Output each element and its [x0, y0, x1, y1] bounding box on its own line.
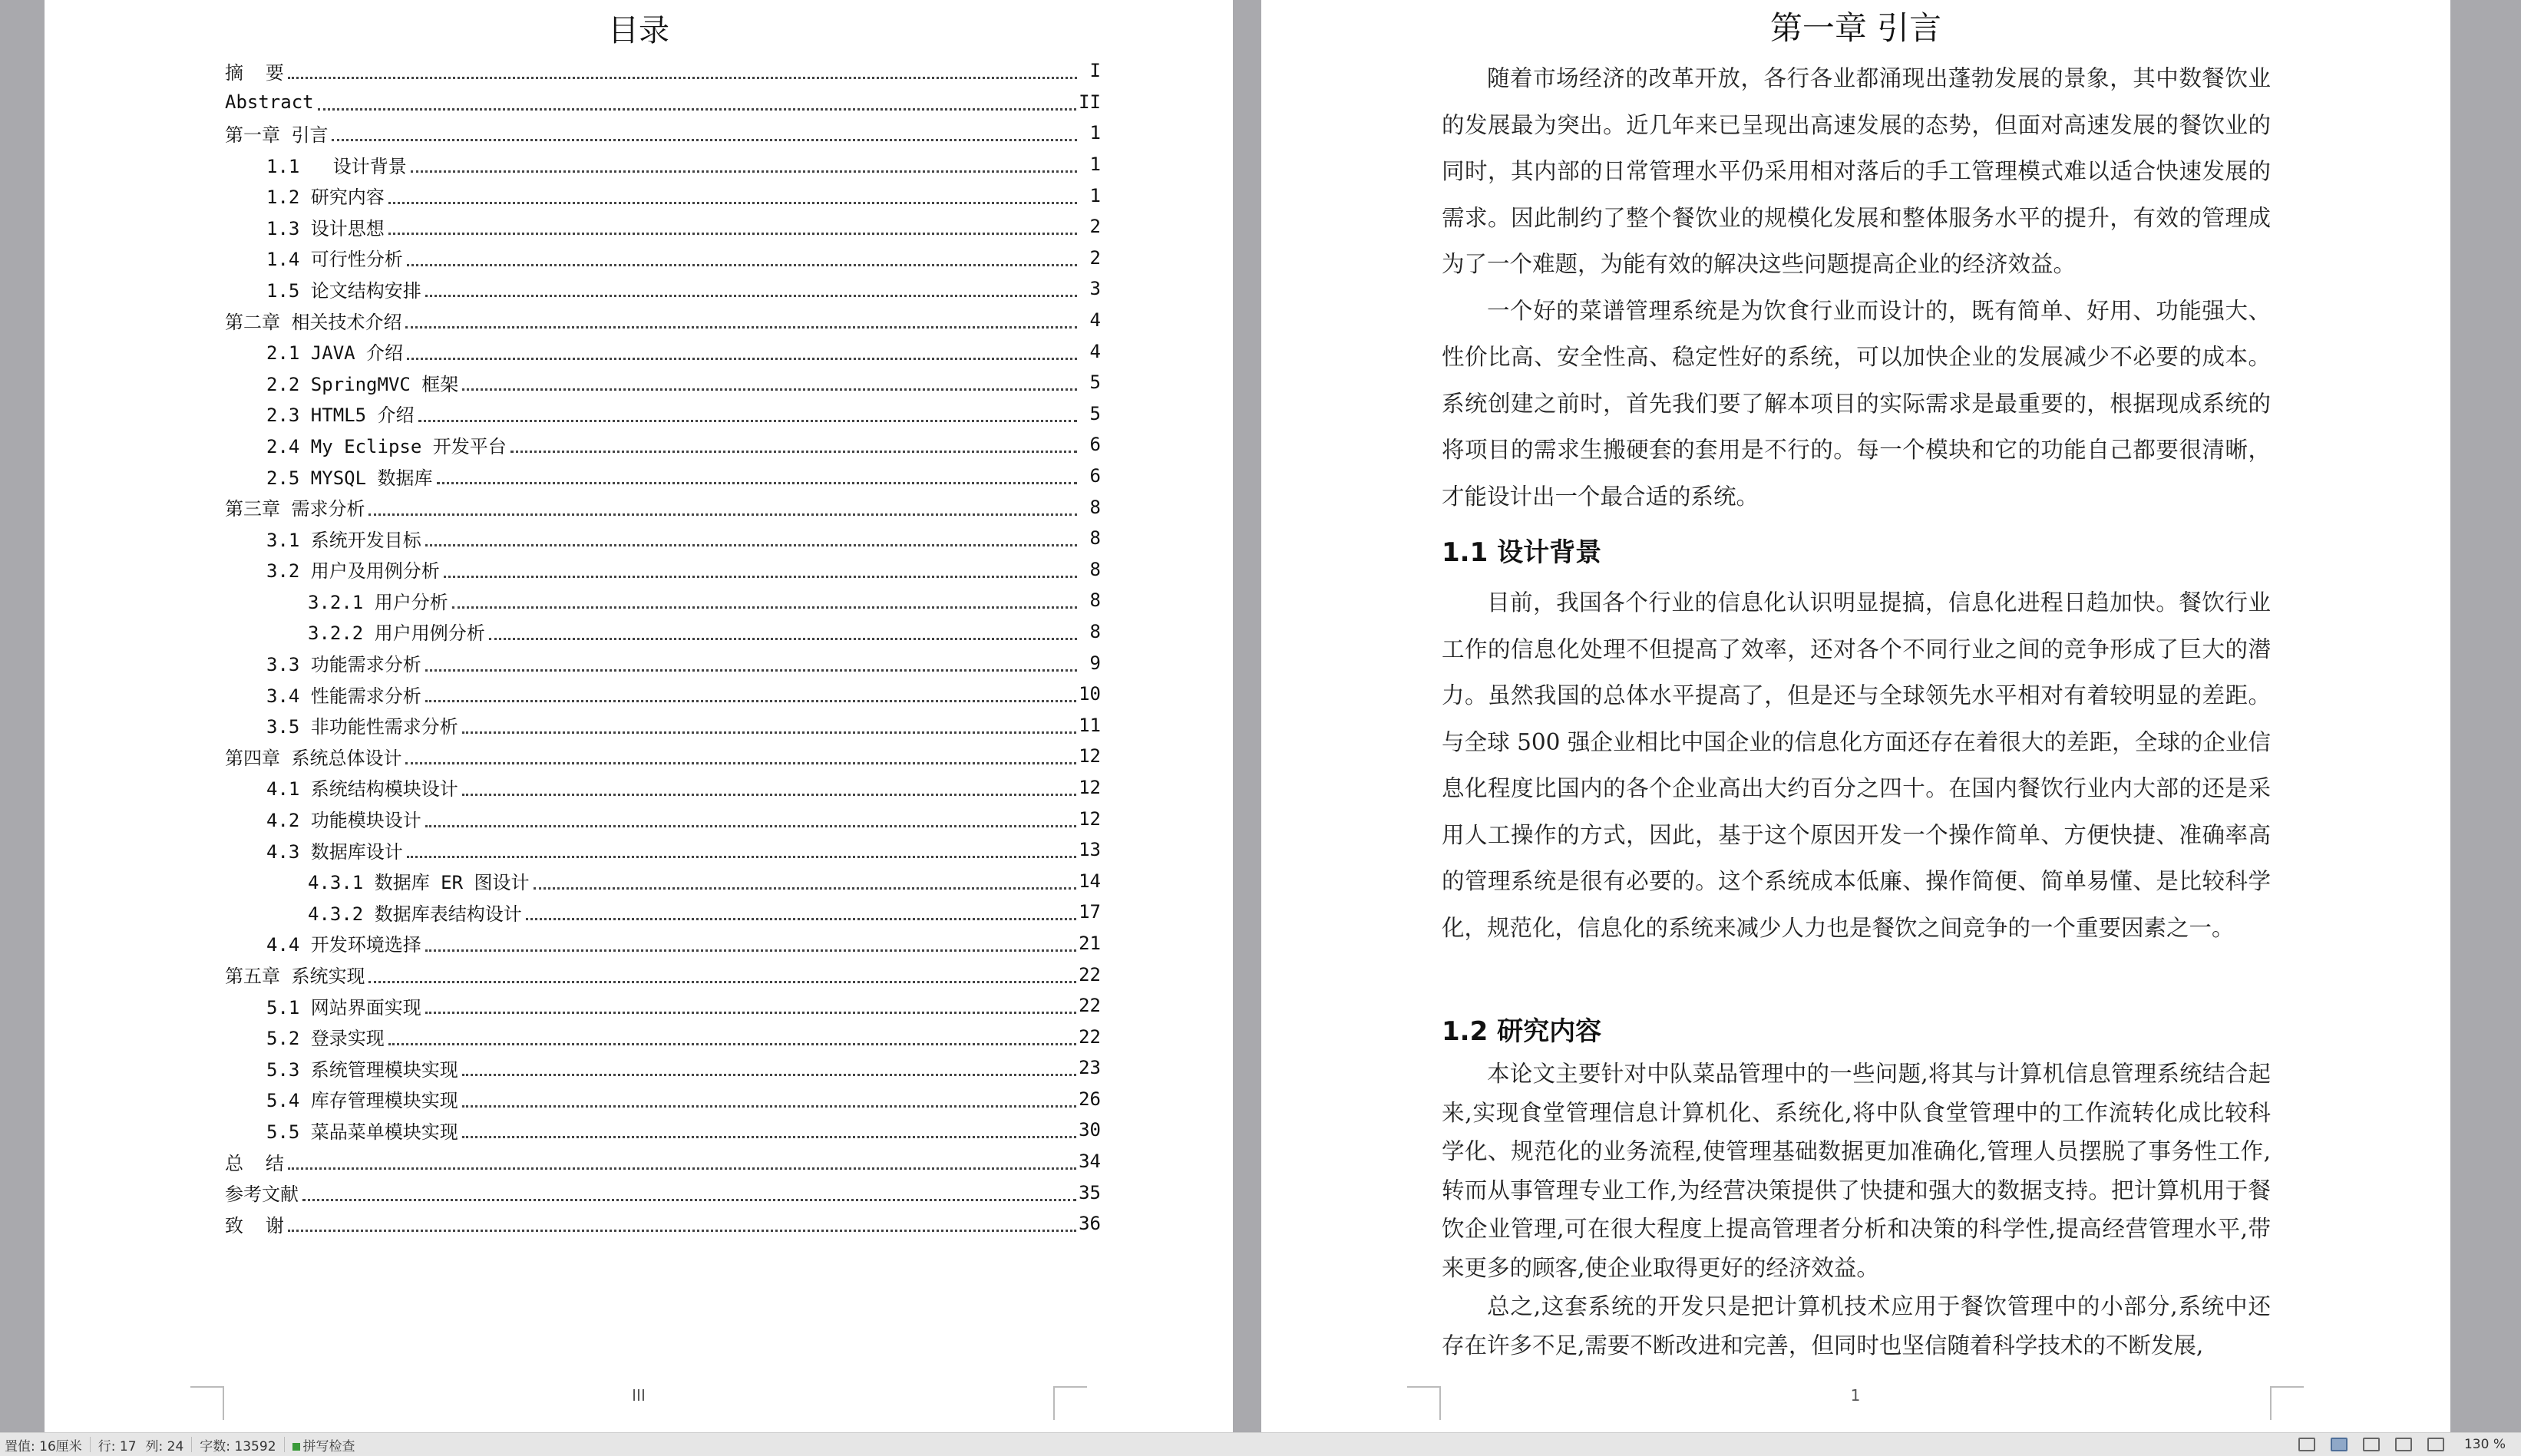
toc-leader-dots [462, 1091, 1076, 1108]
toc-entry[interactable] [225, 273, 1101, 305]
toc-entry-title: 第一章 引言 [225, 120, 329, 147]
chapter-title: 第一章 引言 [1769, 9, 1942, 47]
toc-entry[interactable] [225, 1114, 1101, 1146]
toc-entry[interactable] [225, 1021, 1101, 1052]
toc-entry-title: 2.1 JAVA 介绍 [266, 338, 405, 365]
toc-entry-page: 5 [1079, 371, 1101, 393]
toc-leader-dots [510, 436, 1077, 453]
page-view-icon[interactable] [2331, 1438, 2348, 1451]
toc-entry-page: 1 [1079, 154, 1101, 175]
toc-entry-title: 5.5 菜品菜单模块实现 [266, 1117, 460, 1144]
toc-leader-dots [425, 655, 1077, 672]
toc-entry-title: 3.5 非功能性需求分析 [266, 711, 460, 738]
toc-entry-page: 5 [1079, 403, 1101, 424]
toc-entry-title: Abstract [225, 91, 314, 113]
toc-entry-page: 23 [1079, 1057, 1101, 1079]
toc-entry[interactable] [225, 585, 1101, 616]
toc-entry-title: 5.1 网站界面实现 [266, 992, 423, 1019]
toc-entry-page: 6 [1079, 465, 1101, 487]
paragraph[interactable]: 一个好的菜谱管理系统是为饮食行业而设计的，既有简单、好用、功能强大、性价比高、安全性高、稳定性好的系统，可以加快企业的发展减少不必要的成本。系统创建之前时，首先我们要了解本项目的实际需求是最重要的，根据现成系统的将项目的需求生搬硬套的套用是不行的。每一个模块和它的功能自己都要很清晰，才能设计出一个最合适的系统。 [1442, 297, 2271, 510]
spellcheck-icon [292, 1443, 300, 1451]
page-number: 1 [1850, 1386, 1861, 1405]
toc-leader-dots [318, 94, 1077, 111]
toc-entry[interactable] [225, 1177, 1101, 1208]
toc-entry-title: 3.2.1 用户分析 [308, 587, 450, 614]
toc-leader-dots [288, 1215, 1076, 1232]
toc-entry-title: 1.3 设计思想 [266, 213, 386, 240]
toc-entry-page: 22 [1079, 963, 1101, 986]
divider [90, 1437, 91, 1452]
toc-entry-page: 17 [1079, 901, 1101, 923]
toc-entry-page: 35 [1079, 1181, 1101, 1203]
toc-entry-page: 3 [1079, 278, 1101, 299]
toc-leader-dots [462, 717, 1076, 734]
toc-entry[interactable] [225, 180, 1101, 211]
toc-entry-page: 10 [1079, 683, 1101, 705]
toc-entry-page: 12 [1079, 745, 1101, 768]
crop-mark [2270, 1386, 2304, 1420]
toc-entry-title: 2.3 HTML5 介绍 [266, 400, 416, 427]
section-heading[interactable]: 1.2 研究内容 [1442, 1016, 1602, 1047]
toc-leader-dots [302, 1184, 1076, 1201]
toc-entry-title: 3.2 用户及用例分析 [266, 556, 441, 583]
toc-entry-title: 3.4 性能需求分析 [266, 681, 423, 708]
toc-entry-page: 22 [1079, 1025, 1101, 1048]
toc-entry[interactable] [225, 117, 1101, 149]
spellcheck-label: 拼写检查 [302, 1438, 355, 1454]
toc-entry-title: 4.4 开发环境选择 [266, 929, 423, 956]
toc-leader-dots [462, 374, 1077, 391]
toc-entry[interactable] [225, 896, 1101, 928]
toc-entry[interactable] [225, 398, 1101, 430]
toc-entry-page: 21 [1079, 932, 1101, 954]
toc-entry-page: 11 [1079, 714, 1101, 736]
toc-leader-dots [462, 1059, 1076, 1076]
toc-entry-title: 第二章 相关技术介绍 [225, 307, 403, 334]
toc-entry-page: 8 [1079, 497, 1101, 518]
toc-leader-dots [425, 811, 1076, 827]
toc-entry[interactable] [225, 554, 1101, 586]
toc-title: 目录 [608, 13, 669, 48]
focus-mode-icon[interactable] [2298, 1438, 2315, 1451]
toc-entry-page: 36 [1079, 1213, 1101, 1235]
toc-entry[interactable] [225, 1084, 1101, 1115]
crop-mark [1407, 1386, 1441, 1420]
toc-entry-page: 34 [1079, 1151, 1101, 1173]
toc-entry[interactable] [225, 1146, 1101, 1177]
toc-leader-dots [332, 124, 1077, 141]
toc-entry-title: 5.3 系统管理模块实现 [266, 1055, 460, 1081]
section-1-1 [1442, 526, 2271, 951]
toc-leader-dots [444, 561, 1077, 578]
toc-leader-dots [368, 966, 1076, 983]
toc-entry-page: 22 [1079, 995, 1101, 1017]
toc-entry[interactable] [225, 959, 1101, 990]
toc-entry-page: 1 [1079, 122, 1101, 144]
toc-entry-page: 12 [1079, 776, 1101, 798]
toc-entry-title: 5.4 库存管理模块实现 [266, 1085, 460, 1112]
toc-entry-title: 4.1 系统结构模块设计 [266, 774, 460, 801]
toc-entry-page: 26 [1079, 1088, 1101, 1110]
toc-entry[interactable] [225, 709, 1101, 741]
toc-entry[interactable] [225, 803, 1101, 834]
toc-entry-page: 13 [1079, 839, 1101, 861]
toc-entry[interactable] [225, 429, 1101, 461]
toc-leader-dots [425, 997, 1076, 1014]
toc-entry[interactable] [225, 149, 1101, 180]
toc-entry-title: 致 谢 [225, 1210, 286, 1237]
toc-entry[interactable] [225, 865, 1101, 896]
toc-entry[interactable] [225, 305, 1101, 336]
toc-leader-dots [425, 530, 1077, 546]
toc-entry-title: 1.2 研究内容 [266, 182, 386, 209]
chapter-page [1261, 0, 2450, 1432]
toc-leader-dots [288, 62, 1077, 79]
toc-entry[interactable] [225, 55, 1101, 87]
toc-entry[interactable] [225, 243, 1101, 274]
paragraph[interactable]: 目前，我国各个行业的信息化认识明显提搞，信息化进程日趋加快。餐饮行业工作的信息化处理不但提高了效率，还对各个不同行业之间的竞争形成了巨大的潜力。虽然我国的总体水平提高了，但是还与全球领先水平相对有着较明显的差距。与全球 500 强企业相比中国企业的信息化方面还存在着很大的差距，全球的企业信息化程度比国内的各个企业高出大约百分之四十。在国内餐饮行业内大部的还是采用人工操作的方式，因此，基于这个原因开发一个操作简单、方便快捷、准确率高的管理系统是很有必要的。这个系统成本低廉、操作简便、简单易懂、是比较科学化，规范化，信息化的系统来减少人力也是餐饮之间竞争的一个重要因素之一。 [1442, 589, 2271, 941]
paragraph[interactable]: 本论文主要针对中队菜品管理中的一些问题,将其与计算机信息管理系统结合起来,实现食堂管理信息计算机化、系统化,将中队食堂管理中的工作流转化成比较科学化、规范化的业务流程,使管理基础数据更加准确化,管理人员摆脱了事务性工作,转而从事管理专业工作,为经营决策提供了快捷和强大的数据支持。把计算机用于餐饮企业管理,可在很大程度上提高管理者分析和决策的科学性,提高经营管理水平,带来更多的顾客,使企业取得更好的经济效益。 [1442, 1061, 2271, 1281]
toc-leader-dots [452, 592, 1077, 609]
toc-entry[interactable] [225, 834, 1101, 866]
toc-entry[interactable] [225, 523, 1101, 554]
toc-entry-page: 1 [1079, 185, 1101, 206]
toc-entry-page: I [1079, 60, 1101, 81]
toc-leader-dots [405, 312, 1077, 329]
toc-entry[interactable] [225, 616, 1101, 648]
zoom-level[interactable]: 130 % [2463, 1437, 2506, 1452]
toc-entry-page: 6 [1079, 434, 1101, 455]
toc-leader-dots [388, 1028, 1076, 1045]
page-number: III [632, 1386, 646, 1405]
toc-entry-title: 4.2 功能模块设计 [266, 805, 423, 832]
toc-leader-dots [425, 685, 1076, 702]
toc-leader-dots [407, 343, 1077, 360]
toc-entry-title: 3.1 系统开发目标 [266, 525, 423, 552]
status-position: 置值: 16厘米 [5, 1438, 82, 1454]
toc-leader-dots [405, 748, 1076, 764]
toc-entry-title: 第三章 需求分析 [225, 494, 366, 520]
toc-leader-dots [368, 499, 1077, 516]
toc-entry-title: 4.3 数据库设计 [266, 837, 405, 863]
toc-entry-title: 第五章 系统实现 [225, 961, 366, 988]
toc-entry-page: 8 [1079, 527, 1101, 549]
toc-entry-title: 1.5 论文结构安排 [266, 276, 423, 302]
toc-entry[interactable] [225, 741, 1101, 772]
toc-entry[interactable] [225, 367, 1101, 398]
toc-entry-title: 参考文献 [225, 1179, 300, 1206]
status-bar [0, 1432, 2521, 1456]
toc-entry-page: 2 [1079, 247, 1101, 269]
toc-entry-title: 1.4 可行性分析 [266, 244, 405, 271]
toc-entry-page: 4 [1079, 341, 1101, 362]
toc-leader-dots [407, 249, 1077, 266]
toc-leader-dots [388, 218, 1077, 235]
toc-entry-page: 4 [1079, 309, 1101, 331]
status-row: 行: 17 [97, 1438, 137, 1454]
toc-entry-page: 8 [1079, 621, 1101, 642]
toc-entry-title: 4.3.1 数据库 ER 图设计 [308, 867, 531, 894]
toc-entry[interactable] [225, 990, 1101, 1022]
chapter-intro [1442, 55, 2271, 520]
toc-entry-page: 14 [1079, 870, 1101, 892]
paragraph[interactable]: 总之,这套系统的开发只是把计算机技术应用于餐饮管理中的小部分,系统中还存在许多不足,需要不断改进和完善，但同时也坚信随着科学技术的不断发展, [1442, 1293, 2271, 1359]
toc-leader-dots [489, 623, 1077, 640]
toc-entry-page: 30 [1079, 1119, 1101, 1141]
toc-entry[interactable] [225, 772, 1101, 804]
read-mode-icon[interactable] [2427, 1438, 2444, 1451]
toc-leader-dots [534, 873, 1077, 890]
toc-leader-dots [425, 280, 1077, 297]
toc-entry-page: 12 [1079, 807, 1101, 830]
toc-entry[interactable] [225, 491, 1101, 523]
toc-entry[interactable] [225, 211, 1101, 243]
toc-entry-page: 8 [1079, 559, 1101, 580]
toc-entry-title: 5.2 登录实现 [266, 1023, 386, 1050]
view-controls [2298, 1437, 2521, 1452]
toc-leader-dots [407, 841, 1076, 858]
crop-mark [1053, 1386, 1087, 1420]
toc-entry-title: 2.4 My Eclipse 开发平台 [266, 431, 508, 458]
outline-view-icon[interactable] [2363, 1438, 2380, 1451]
toc-entry[interactable] [225, 1052, 1101, 1084]
toc-entry-title: 第四章 系统总体设计 [225, 743, 403, 770]
toc-entry-page: 8 [1079, 589, 1101, 611]
toc-entry-title: 3.2.2 用户用例分析 [308, 618, 487, 645]
toc-leader-dots [288, 1153, 1076, 1170]
toc-entry-title: 4.3.2 数据库表结构设计 [308, 899, 524, 926]
crop-mark [190, 1386, 224, 1420]
toc-leader-dots [411, 156, 1077, 173]
paragraph[interactable]: 随着市场经济的改革开放，各行各业都涌现出蓬勃发展的景象，其中数餐饮业的发展最为突出。近几年来已呈现出高速发展的态势，但面对高速发展的餐饮业的同时，其内部的日常管理水平仍采用相对落后的手工管理模式难以适合快速发展的需求。因此制约了整个餐饮业的规模化发展和整体服务水平的提升，有效的管理成为了一个难题，为能有效的解决这些问题提高企业的经济效益。 [1442, 65, 2271, 277]
section-heading[interactable]: 1.1 设计背景 [1442, 537, 1602, 568]
toc-entry-page: 2 [1079, 216, 1101, 237]
status-col: 列: 24 [145, 1438, 184, 1454]
toc-entry-title: 2.2 SpringMVC 框架 [266, 369, 460, 396]
toc-entry-title: 2.5 MYSQL 数据库 [266, 463, 434, 490]
toc-entry-title: 摘 要 [225, 58, 286, 84]
toc-entry[interactable] [225, 1208, 1101, 1240]
toc-entry-title: 1.1 设计背景 [266, 151, 408, 178]
toc-entry[interactable] [225, 647, 1101, 678]
toc-leader-dots [462, 1121, 1076, 1138]
divider [284, 1437, 285, 1452]
toc-list [225, 55, 1101, 1240]
toc-entry[interactable] [225, 335, 1101, 367]
toc-entry[interactable] [225, 928, 1101, 959]
toc-leader-dots [526, 903, 1076, 920]
toc-entry-title: 3.3 功能需求分析 [266, 649, 423, 676]
toc-leader-dots [388, 187, 1077, 204]
web-view-icon[interactable] [2395, 1438, 2412, 1451]
status-word-count[interactable]: 字数: 13592 [200, 1438, 276, 1454]
divider [191, 1437, 192, 1452]
toc-page [45, 0, 1233, 1432]
toc-entry[interactable] [225, 461, 1101, 492]
section-1-2 [1442, 1009, 2271, 1365]
toc-leader-dots [462, 779, 1076, 796]
toc-entry-title: 总 结 [225, 1148, 286, 1175]
toc-entry[interactable] [225, 678, 1101, 710]
toc-entry[interactable] [225, 87, 1101, 118]
toc-leader-dots [418, 405, 1078, 422]
toc-leader-dots [425, 935, 1076, 952]
spellcheck-button[interactable] [288, 1435, 360, 1454]
toc-leader-dots [437, 467, 1078, 484]
toc-entry-page: 9 [1079, 652, 1101, 674]
toc-entry-page: II [1079, 91, 1101, 113]
